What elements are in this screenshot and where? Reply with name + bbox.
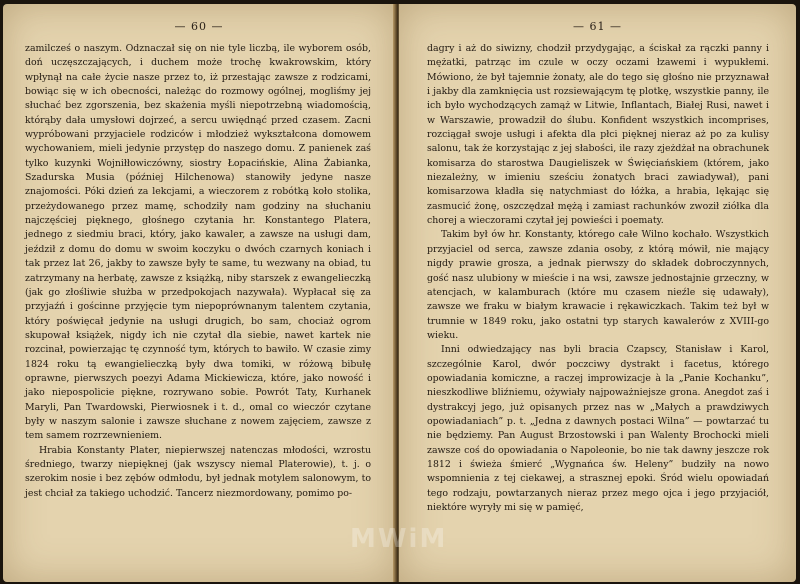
- paragraph: Inni odwiedzający nas byli bracia Czapscy, Stanisław i Karol, szczególnie Karol, dwór poczciwy dystrakt i facetus, którego opowiadania komiczne, a raczej improwizacje à la „Panie Kochanku”, nieszkodliwe bliźniemu, ożywiały najpoważniejsze grona. Anegdot zaś i dystrakcyj jego, już opisanych przez nas w „Małych a prawdziwych opowiadaniach” p. t. „Jedna z dawnych postaci Wilna” — powtarzać tu nie będziemy. Pan August Brzostowski i pan Walenty Brochocki mieli zawsze coś do opowiadania o Napoleonie, bo nie tak dawny jeszcze rok 1812 i świeża śmierć „Wygnańca św. Heleny” budziły na nowo wspomnienia z tej ciekawej, a strasznej epoki. Śród wielu opowiadań tego rodzaju, powtarzanych nieraz przez mego ojca i jego przyjaciół, niektóre wyryły mi się w pamięć,: [427, 344, 769, 513]
- paragraph: dagry i aż do siwizny, chodził przydygając, a ściskał za rączki panny i mężatki, patrząc im czule w oczy oczami łzawemi i wypukłemi. Mówiono, że był tajemnie żonaty, ale do tego się głośno nie przyznawał i jakby dla zamknięcia ust rozsiewającym tę plotkę, wszystkie panny, ile ich było wychodzących zamąż w Litwie, Inflantach, Białej Rusi, nawet i w Warszawie, prowadził do ślubu. Konfident wszystkich incomprises, rozciągał swoje usługi i afekta dla płci pięknej nieraz aż po za kulisy salonu, tak że korzystając z jej słabości, ile razy zjeżdżał na obrachunek komisarza do starostwa Daugieliszek w Święciańskiem (którem, jako niezależny, w imieniu sześciu żonatych braci zawiadywał), pani komisarzowa kładła się natychmiast do łóżka, a hrabia, lękając się zasmucić żonę, oszczędzał mężą i zamiast rachunków zwoził ziółka dla chorej a wieczorami czytał jej powieści i poematy.: [427, 43, 769, 227]
- page-number-left: — 60 —: [174, 20, 224, 33]
- left-page-text: [25, 42, 371, 501]
- right-page-text: [427, 42, 769, 515]
- left-page: [3, 4, 395, 582]
- right-page: [399, 4, 796, 582]
- watermark: MWiM: [350, 524, 448, 554]
- paragraph: Takim był ów hr. Konstanty, którego całe Wilno kochało. Wszystkich przyjaciel od serca, zawsze zdania osoby, z którą mówił, nie mający nigdy prawie grosza, a jednak pierwszy do składek dobroczynnych, gość nasz ulubiony w mieście i na wsi, zawsze jednostajnie grzeczny, w atencjach, w kalamburach (które mu czasem nieźle się udawały), zawsze we fraku w białym krawacie i rękawiczkach. Takim też był w trumnie w 1849 roku, jako ostatni typ starych kawalerów z XVIII-go wieku.: [427, 229, 769, 341]
- page-number-right: — 61 —: [573, 20, 622, 33]
- paragraph: zamilcześ o naszym. Odznaczał się on nie tyle liczbą, ile wyborem osób, doń uczęszczających, i duchem może trochę kwakrowskim, który wpłynął na całe życie nasze przez to, iż przestając zawsze z rodzicami, bowiąc się w ich obecności, należąc do rozmowy ogólnej, mogliśmy jej słuchać bez zgorszenia, bez skażenia myśli niepotrzebną wiadomością, którąby dała umysłowi dojrzeć, a sercu uwiędnąć przed czasem. Zacni wypróbowani przyjaciele rodziców i młodzież wykształcona domowem wychowaniem, mieli jedynie przystęp do naszego domu. Z panienek zaś tylko kuzynki Wojniłłowiczówny, siostry Łopacińskie, Alina Żabianka, Szadurska Musia (później Hilchenowa) stanowiły jedyne nasze znajomości. Póki dzień za lekcjami, a wieczorem z robótką koło stolika, przeżydowanego przez mamę, schodziły nam godziny na słuchaniu najczęściej pięknego, głośnego czytania hr. Konstantego Platera, jednego z siedmiu braci, który, jako kawaler, a zawsze na usługi dam, jeździł z domu do domu w swoim koczyku o dwóch czarnych koniach i tak przez lat 26, jakby to zawsze były te same, tu wezwany na obiad, tu zatrzymany na herbatę, zawsze z książką, niby starszek z ewangelieczką (jak go złośliwie służba w przedpokojach nazywała). Wypłacał się za przyjaźń i gościnne przyjęcie tym niepoprównanym talentem czytania, który poświęcał jedynie na usługi drugich, bo sam, chociaż ogrom skupował książek, nigdy ich nie czytał dla siebie, nawet kartek nie rozcinał, powierzając tę czynność tym, których to bawiło. W czasie zimy 1824 roku tą ewangielieczką były dwa tomiki, w różową bibułę oprawne, pierwszych poezyi Adama Mickiewicza, które, jako nowość i jako niepospolicie piękne, rozrywano sobie. Powrót Taty, Kurhanek Maryli, Pan Twardowski, Pierwiosnek i t. d., omal co wieczór czytane były w naszym salonie i zawsze słuchane z nowem zajęciem, zawsze z tem samem rozrzewnieniem.: [25, 43, 371, 442]
- paragraph: Hrabia Konstanty Plater, niepierwszej natenczas młodości, wzrostu średniego, twarzy niepięknej (jak wszyscy niemal Platerowie), t. j. o szerokim nosie i bez zębów odmłodu, był jednak motylem salonowym, to jest chciał za takiego uchodzić. Tancerz niezmordowany, pomimo po-: [25, 444, 371, 499]
